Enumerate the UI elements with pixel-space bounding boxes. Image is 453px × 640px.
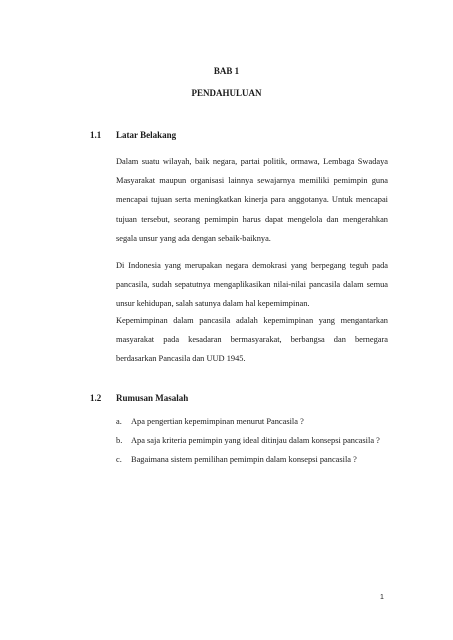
paragraph: Dalam suatu wilayah, baik negara, partai politik, ormawa, Lembaga Swadaya Masyarakat maupun organisasi lainnya sewajarnya memiliki pemimpin guna mencapai tujuan serta meningkatkan kinerja para anggotanya. Untuk mencapai tujuan tersebut, seorang pemimpin harus dapat mengelola dan mengerahkan segala unsur yang ada dengan sebaik-baiknya. [116, 157, 388, 243]
list-marker: b. [116, 436, 123, 446]
section-number: 1.1 [90, 130, 102, 140]
section-title: Latar Belakang [116, 130, 177, 140]
problem-list [116, 412, 388, 470]
section-title: Rumusan Masalah [116, 393, 189, 403]
page-number: 1 [380, 594, 384, 601]
list-item-text: Bagaimana sistem pemilihan pemimpin dalam konsepsi pancasila ? [131, 455, 357, 465]
paragraph: Kepemimpinan dalam pancasila adalah kepemimpinan yang mengantarkan masyarakat pada kesadaran bermasyarakat, berbangsa dan bernegara berdasarkan Pancasila dan UUD 1945. [116, 316, 388, 364]
list-item [116, 450, 388, 469]
section-number: 1.2 [90, 393, 102, 403]
paragraph: Di Indonesia yang merupakan negara demokrasi yang berpegang teguh pada pancasila, sudah sepatutnya mengaplikasikan nilai-nilai pancasila dalam semua unsur kehidupan, salah satunya dalam hal kepemimpinan. [116, 261, 388, 309]
list-item-text: Apa saja kriteria pemimpin yang ideal ditinjau dalam konsepsi pancasila ? [131, 436, 380, 446]
list-item [116, 431, 388, 450]
list-item [116, 412, 388, 431]
list-marker: c. [116, 455, 122, 465]
list-item-text: Apa pengertian kepemimpinan menurut Pancasila ? [131, 417, 304, 426]
chapter-label: BAB 1 [213, 66, 240, 76]
list-marker: a. [116, 417, 122, 426]
chapter-title: PENDAHULUAN [191, 88, 262, 98]
